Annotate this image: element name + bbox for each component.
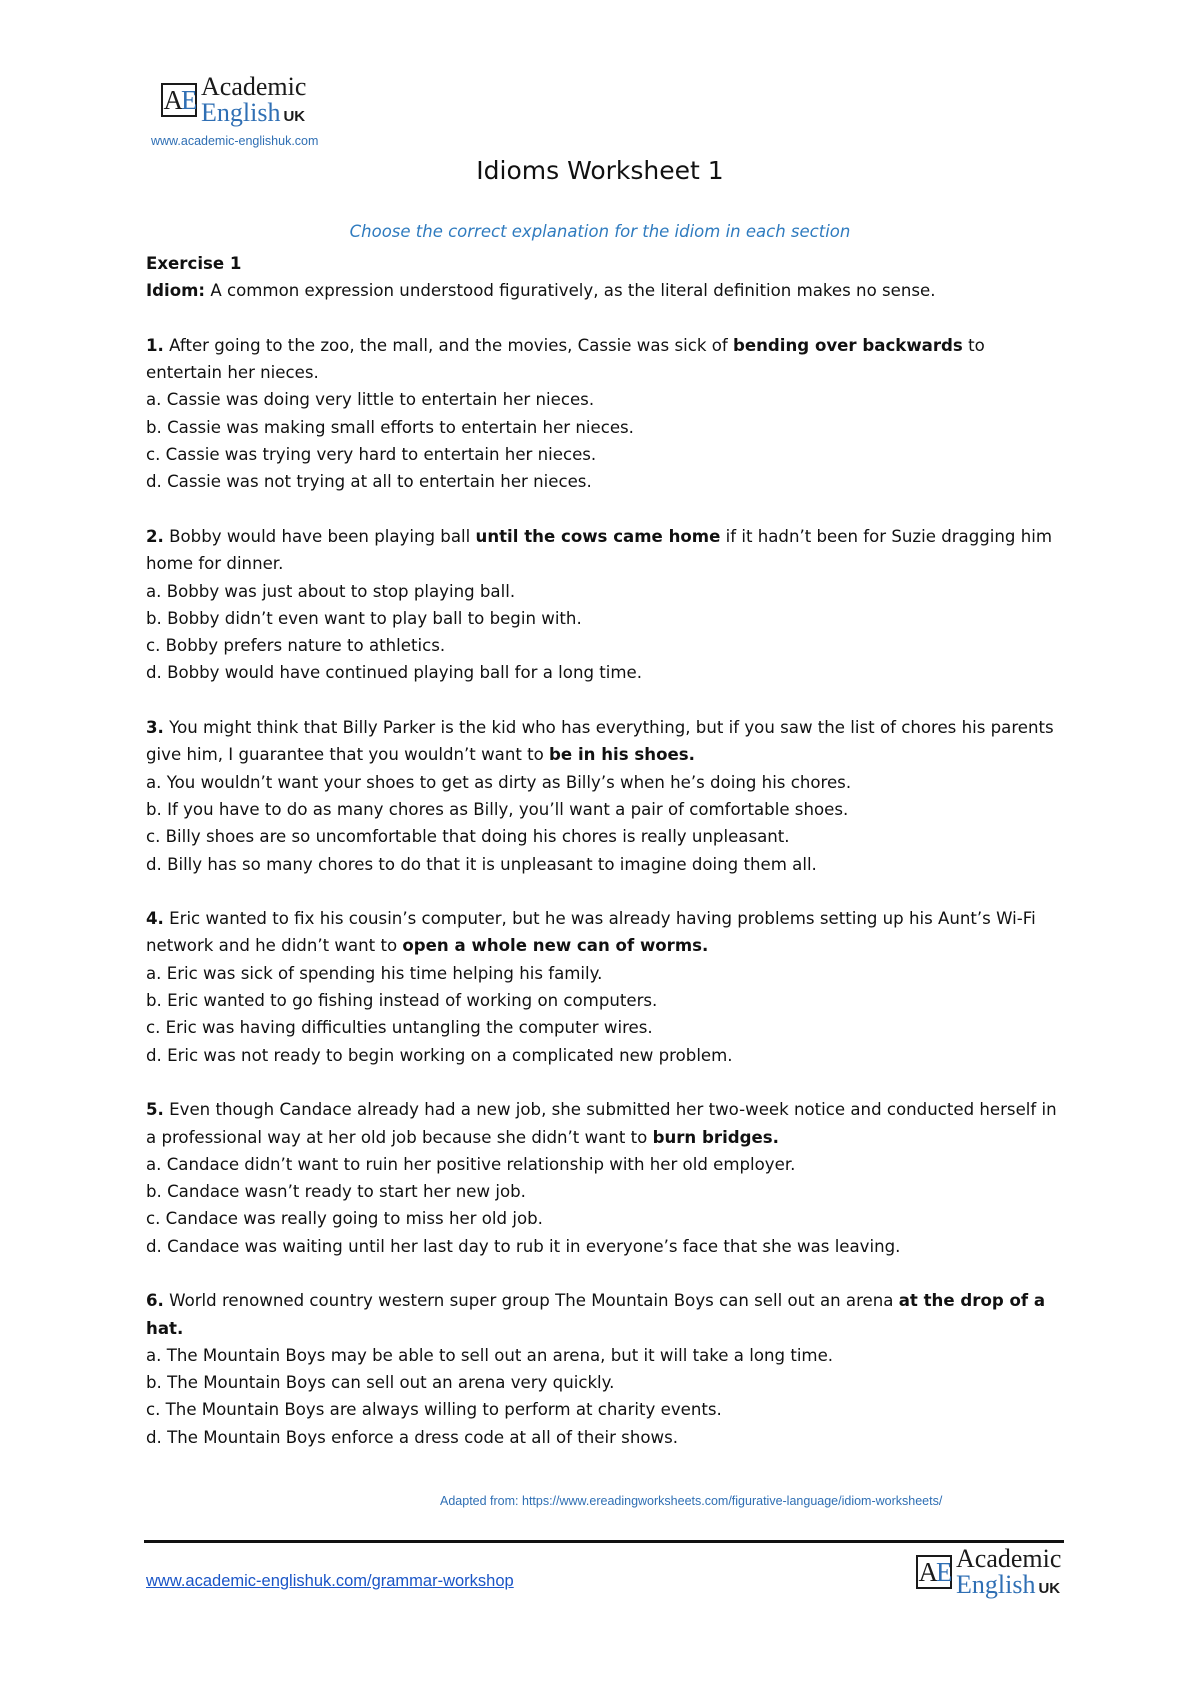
question-stem: [146, 1096, 1066, 1151]
answer-option: d. Cassie was not trying at all to entertain her nieces.: [146, 472, 592, 492]
question-text: Bobby would have been playing ball: [163, 526, 476, 546]
footer-logo: [916, 1546, 1061, 1598]
question-text: World renowned country western super group The Mountain Boys can sell out an arena: [163, 1291, 899, 1311]
question-number: 1.: [146, 335, 164, 355]
idiom-phrase: at the drop of a hat.: [146, 1291, 1046, 1338]
logo-word-english: English: [201, 98, 281, 127]
answer-option: c. Bobby prefers nature to athletics.: [146, 636, 446, 656]
answer-option: d. Billy has so many chores to do that it is unpleasant to imagine doing them all.: [146, 854, 817, 874]
answer-option: b. Candace wasn’t ready to start her new job.: [146, 1182, 526, 1202]
answer-option: d. The Mountain Boys enforce a dress code at all of their shows.: [146, 1427, 678, 1447]
question-number: 5.: [146, 1100, 164, 1120]
answer-option: d. Eric was not ready to begin working on a complicated new problem.: [146, 1045, 733, 1065]
worksheet-content: [146, 250, 1066, 1451]
question-stem: [146, 1287, 1066, 1342]
answer-option: c. The Mountain Boys are always willing to perform at charity events.: [146, 1400, 722, 1420]
question-text: Eric wanted to fix his cousin’s computer, but he was already having problems setting up his Aunt’s Wi-Fi network and he didn’t want to: [146, 909, 1036, 956]
answer-option: a. Eric was sick of spending his time helping his family.: [146, 963, 603, 983]
idiom-phrase: burn bridges.: [652, 1127, 779, 1147]
question-number: 2.: [146, 526, 164, 546]
footer-divider: [144, 1540, 1064, 1543]
idiom-phrase: bending over backwards: [732, 335, 963, 355]
logo-mark-icon: A E: [161, 83, 197, 117]
answer-option: b. Bobby didn’t even want to play ball to begin with.: [146, 608, 582, 628]
paragraph-gap: [146, 1260, 1066, 1287]
question-block: [146, 1096, 1066, 1260]
logo-wordmark: [201, 74, 306, 126]
answer-option: b. Cassie was making small efforts to entertain her nieces.: [146, 417, 634, 437]
question-list: [146, 305, 1066, 1451]
question-stem: [146, 332, 1066, 387]
answer-option: c. Eric was having difficulties untangling the computer wires.: [146, 1018, 653, 1038]
question-number: 3.: [146, 718, 164, 738]
question-stem: [146, 905, 1066, 960]
answer-option: b. Eric wanted to go fishing instead of working on computers.: [146, 991, 658, 1011]
answer-option: c. Billy shoes are so uncomfortable that doing his chores is really unpleasant.: [146, 827, 790, 847]
question-stem: [146, 714, 1066, 769]
answer-option: d. Candace was waiting until her last day to rub it in everyone’s face that she was leaving.: [146, 1236, 901, 1256]
answer-option: d. Bobby would have continued playing ball for a long time.: [146, 663, 643, 683]
answer-option: c. Cassie was trying very hard to entertain her nieces.: [146, 445, 597, 465]
idiom-definition: Idiom: A common expression understood figuratively, as the literal definition makes no sense.: [146, 281, 936, 301]
paragraph-gap: [146, 878, 1066, 905]
instructions: Choose the correct explanation for the idiom in each section: [349, 222, 851, 241]
idiom-phrase: until the cows came home: [475, 526, 721, 546]
question-text: if it hadn’t been for Suzie dragging him home for dinner.: [146, 526, 1053, 574]
question-block: [146, 523, 1066, 687]
answer-option: c. Candace was really going to miss her old job.: [146, 1209, 543, 1229]
answer-option: b. The Mountain Boys can sell out an arena very quickly.: [146, 1373, 615, 1393]
paragraph-gap: [146, 687, 1066, 714]
question-block: [146, 332, 1066, 496]
question-text: Even though Candace already had a new job, she submitted her two-week notice and conducted herself in a professional way at her old job because she didn’t want to: [146, 1100, 1057, 1147]
question-number: 6.: [146, 1291, 164, 1311]
answer-option: a. The Mountain Boys may be able to sell out an arena, but it will take a long time.: [146, 1345, 834, 1365]
page-title: Idioms Worksheet 1: [476, 156, 724, 185]
paragraph-gap: [146, 496, 1066, 523]
idiom-phrase: be in his shoes.: [549, 745, 695, 765]
answer-option: a. Candace didn’t want to ruin her positive relationship with her old employer.: [146, 1154, 796, 1174]
footer-link[interactable]: www.academic-englishuk.com/grammar-workshop: [146, 1572, 514, 1590]
question-block: [146, 905, 1066, 1069]
idiom-phrase: open a whole new can of worms.: [402, 936, 709, 956]
exercise-heading: Exercise 1: [146, 254, 242, 273]
site-url[interactable]: www.academic-englishuk.com: [151, 134, 319, 148]
question-block: [146, 1287, 1066, 1451]
question-text: After going to the zoo, the mall, and the movies, Cassie was sick of: [163, 335, 733, 355]
answer-option: a. Cassie was doing very little to entertain her nieces.: [146, 390, 595, 410]
paragraph-gap: [146, 305, 1066, 332]
answer-option: a. You wouldn’t want your shoes to get as dirty as Billy’s when he’s doing his chores.: [146, 772, 852, 792]
answer-option: a. Bobby was just about to stop playing ball.: [146, 581, 516, 601]
logo-word-academic: Academic: [201, 72, 307, 101]
academic-english-logo: [161, 74, 306, 126]
question-number: 4.: [146, 909, 164, 929]
question-text: to entertain her nieces.: [146, 335, 985, 383]
logo-wordmark: Academic English UK: [956, 1544, 1062, 1599]
question-block: [146, 714, 1066, 878]
logo-word-uk: UK: [283, 108, 306, 125]
answer-option: b. If you have to do as many chores as Billy, you’ll want a pair of comfortable shoes.: [146, 799, 849, 819]
logo-mark-icon: A E: [916, 1555, 952, 1589]
paragraph-gap: [146, 1069, 1066, 1096]
question-stem: [146, 523, 1066, 578]
source-attribution[interactable]: Adapted from: https://www.ereadingworksheets.com/figurative-language/idiom-worksheets/: [440, 1494, 943, 1508]
question-text: You might think that Billy Parker is the kid who has everything, but if you saw the list of chores his parents give him, I guarantee that you wouldn’t want to: [146, 718, 1054, 765]
